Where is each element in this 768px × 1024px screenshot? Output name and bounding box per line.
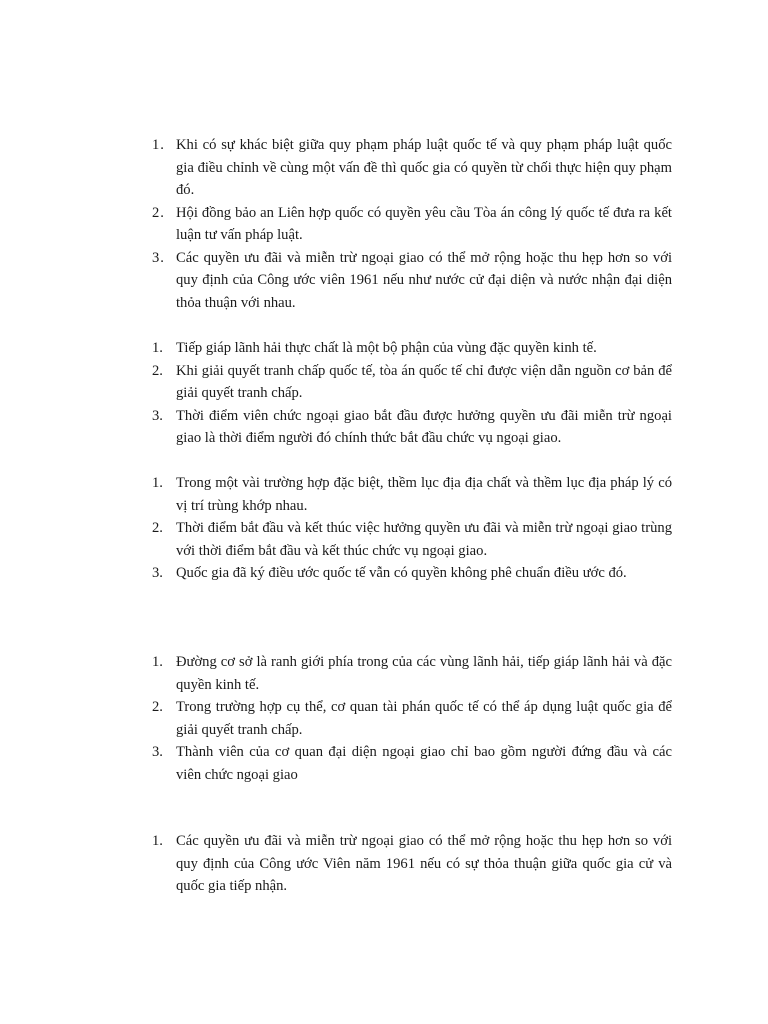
item-number: 1. xyxy=(152,340,163,356)
statement-list-3 xyxy=(152,472,672,585)
item-text: Trong trường hợp cụ thể, cơ quan tài phán quốc tế có thể áp dụng luật quốc gia để giải quyết tranh chấp. xyxy=(176,699,672,738)
item-text: Thời điểm bắt đầu và kết thúc việc hưởng quyền ưu đãi và miễn trừ ngoại giao trùng với thời điểm bắt đầu và kết thúc chức vụ ngoại giao. xyxy=(176,520,672,559)
list-item xyxy=(152,562,672,585)
item-text: Các quyền ưu đãi và miễn trừ ngoại giao có thể mở rộng hoặc thu hẹp hơn so với quy định của Công ước viên 1961 nếu như nước cử đại diện và nước nhận đại diện thỏa thuận với nhau. xyxy=(176,249,672,311)
item-text: Thành viên của cơ quan đại diện ngoại giao chỉ bao gồm người đứng đầu và các viên chức ngoại giao xyxy=(176,744,672,783)
item-number: 3. xyxy=(152,744,163,760)
list-item xyxy=(152,360,672,405)
item-number: 2. xyxy=(152,204,165,221)
item-number: 2. xyxy=(152,699,163,715)
item-text: Thời điểm viên chức ngoại giao bắt đầu được hưởng quyền ưu đãi miễn trừ ngoại giao là thời điểm người đó chính thức bắt đầu chức vụ ngoại giao. xyxy=(176,407,672,446)
item-text: Khi giải quyết tranh chấp quốc tế, tòa án quốc tế chỉ được viện dẫn nguồn cơ bản để giải quyết tranh chấp. xyxy=(176,362,672,401)
list-item xyxy=(152,517,672,562)
item-text: Trong một vài trường hợp đặc biệt, thềm lục địa địa chất và thềm lục địa pháp lý có vị trí trùng khớp nhau. xyxy=(176,475,672,514)
item-number: 2. xyxy=(152,520,163,536)
list-item xyxy=(152,741,672,786)
statement-list-1 xyxy=(152,134,672,314)
statement-list-5 xyxy=(152,830,672,898)
list-item xyxy=(152,651,672,696)
item-number: 1. xyxy=(152,137,165,153)
statement-list-2 xyxy=(152,337,672,450)
item-number: 3. xyxy=(152,407,163,424)
item-number: 1. xyxy=(152,654,163,670)
item-number: 3. xyxy=(152,249,165,266)
item-number: 3. xyxy=(152,565,163,581)
list-item xyxy=(152,134,672,202)
item-number: 2. xyxy=(152,362,163,379)
item-text: Tiếp giáp lãnh hải thực chất là một bộ phận của vùng đặc quyền kinh tế. xyxy=(176,340,597,356)
item-number: 1. xyxy=(152,475,163,491)
item-text: Quốc gia đã ký điều ước quốc tế vẫn có quyền không phê chuẩn điều ước đó. xyxy=(176,565,627,581)
item-text: Hội đồng bảo an Liên hợp quốc có quyền yêu cầu Tòa án công lý quốc tế đưa ra kết luận tư vấn pháp luật. xyxy=(176,204,672,243)
list-item xyxy=(152,696,672,741)
list-item xyxy=(152,202,672,247)
item-text: Đường cơ sở là ranh giới phía trong của các vùng lãnh hải, tiếp giáp lãnh hải và đặc quyền kinh tế. xyxy=(176,654,672,693)
item-text: Khi có sự khác biệt giữa quy phạm pháp luật quốc tế và quy phạm pháp luật quốc gia điều chỉnh về cùng một vấn đề thì quốc gia có quyền từ chối thực hiện quy phạm đó. xyxy=(176,137,672,198)
item-number: 1. xyxy=(152,833,163,849)
list-item xyxy=(152,337,672,360)
statement-list-4 xyxy=(152,651,672,786)
list-item xyxy=(152,472,672,517)
item-text: Các quyền ưu đãi và miễn trừ ngoại giao có thể mở rộng hoặc thu hẹp hơn so với quy định của Công ước Viên năm 1961 nếu có sự thỏa thuận giữa quốc gia cử và quốc gia tiếp nhận. xyxy=(176,833,672,894)
list-item xyxy=(152,247,672,315)
list-item xyxy=(152,830,672,898)
list-item xyxy=(152,405,672,450)
